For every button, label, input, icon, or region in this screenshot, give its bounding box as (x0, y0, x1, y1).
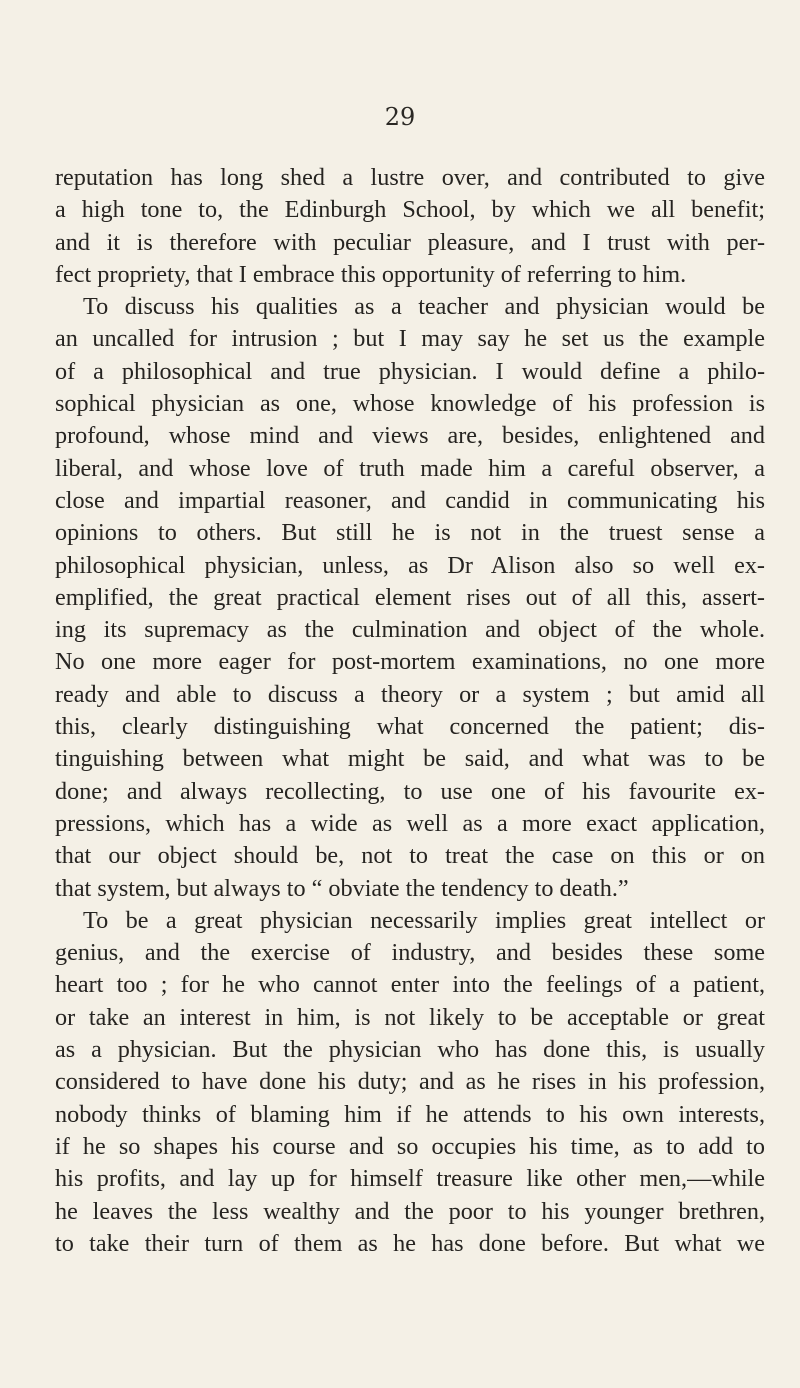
text-line: that system, but always to “ obviate the tendency to death.” (55, 874, 629, 902)
text-line: To discuss his qualities as a teacher and physician would be (83, 293, 765, 321)
text-line: heart too ; for he who cannot enter into the feelings of a patient, (55, 971, 765, 999)
text-line: opinions to others. But still he is not in the truest sense a (55, 519, 765, 547)
text-line: an uncalled for intrusion ; but I may say he set us the example (55, 325, 765, 353)
text-line: philosophical physician, unless, as Dr Alison also so well ex- (55, 551, 765, 579)
text-line: and it is therefore with peculiar pleasure, and I trust with per- (55, 228, 765, 256)
text-line: pressions, which has a wide as well as a more exact application, (55, 809, 765, 837)
text-line: genius, and the exercise of industry, and besides these some (55, 939, 765, 967)
text-line: emplified, the great practical element rises out of all this, assert- (55, 583, 765, 611)
text-line: if he so shapes his course and so occupies his time, as to add to (55, 1132, 765, 1160)
text-line: To be a great physician necessarily implies great intellect or (83, 906, 765, 934)
text-line: No one more eager for post-mortem examinations, no one more (55, 648, 765, 676)
text-line: or take an interest in him, is not likely to be acceptable or great (55, 1003, 765, 1031)
text-line: tinguishing between what might be said, and what was to be (55, 745, 765, 773)
text-line: his profits, and lay up for himself treasure like other men,—while (55, 1165, 765, 1193)
text-line: he leaves the less wealthy and the poor to his younger brethren, (55, 1197, 765, 1225)
text-line: fect propriety, that I embrace this opportunity of referring to him. (55, 260, 687, 288)
text-line: as a physician. But the physician who has done this, is usually (55, 1036, 765, 1064)
text-line: considered to have done his duty; and as he rises in his profession, (55, 1068, 765, 1096)
text-line: done; and always recollecting, to use one of his favourite ex- (55, 777, 765, 805)
text-line: sophical physician as one, whose knowledge of his profession is (55, 390, 765, 418)
text-line: to take their turn of them as he has done before. But what we (55, 1229, 765, 1257)
text-line: ready and able to discuss a theory or a system ; but amid all (55, 680, 765, 708)
text-line: of a philosophical and true physician. I would define a philo- (55, 357, 765, 385)
body-text (55, 162, 765, 1260)
text-line: nobody thinks of blaming him if he attends to his own interests, (55, 1100, 765, 1128)
text-line: close and impartial reasoner, and candid in communicating his (55, 486, 765, 514)
text-line: profound, whose mind and views are, besides, enlightened and (55, 422, 765, 450)
text-line: that our object should be, not to treat the case on this or on (55, 842, 765, 870)
text-line: reputation has long shed a lustre over, and contributed to give (55, 164, 765, 191)
text-line: this, clearly distinguishing what concerned the patient; dis- (55, 713, 765, 741)
text-line: liberal, and whose love of truth made him a careful observer, a (55, 454, 765, 482)
text-line: ing its supremacy as the culmination and object of the whole. (55, 616, 765, 644)
page-number: 29 (384, 103, 416, 131)
text-line: a high tone to, the Edinburgh School, by which we all benefit; (55, 196, 765, 224)
